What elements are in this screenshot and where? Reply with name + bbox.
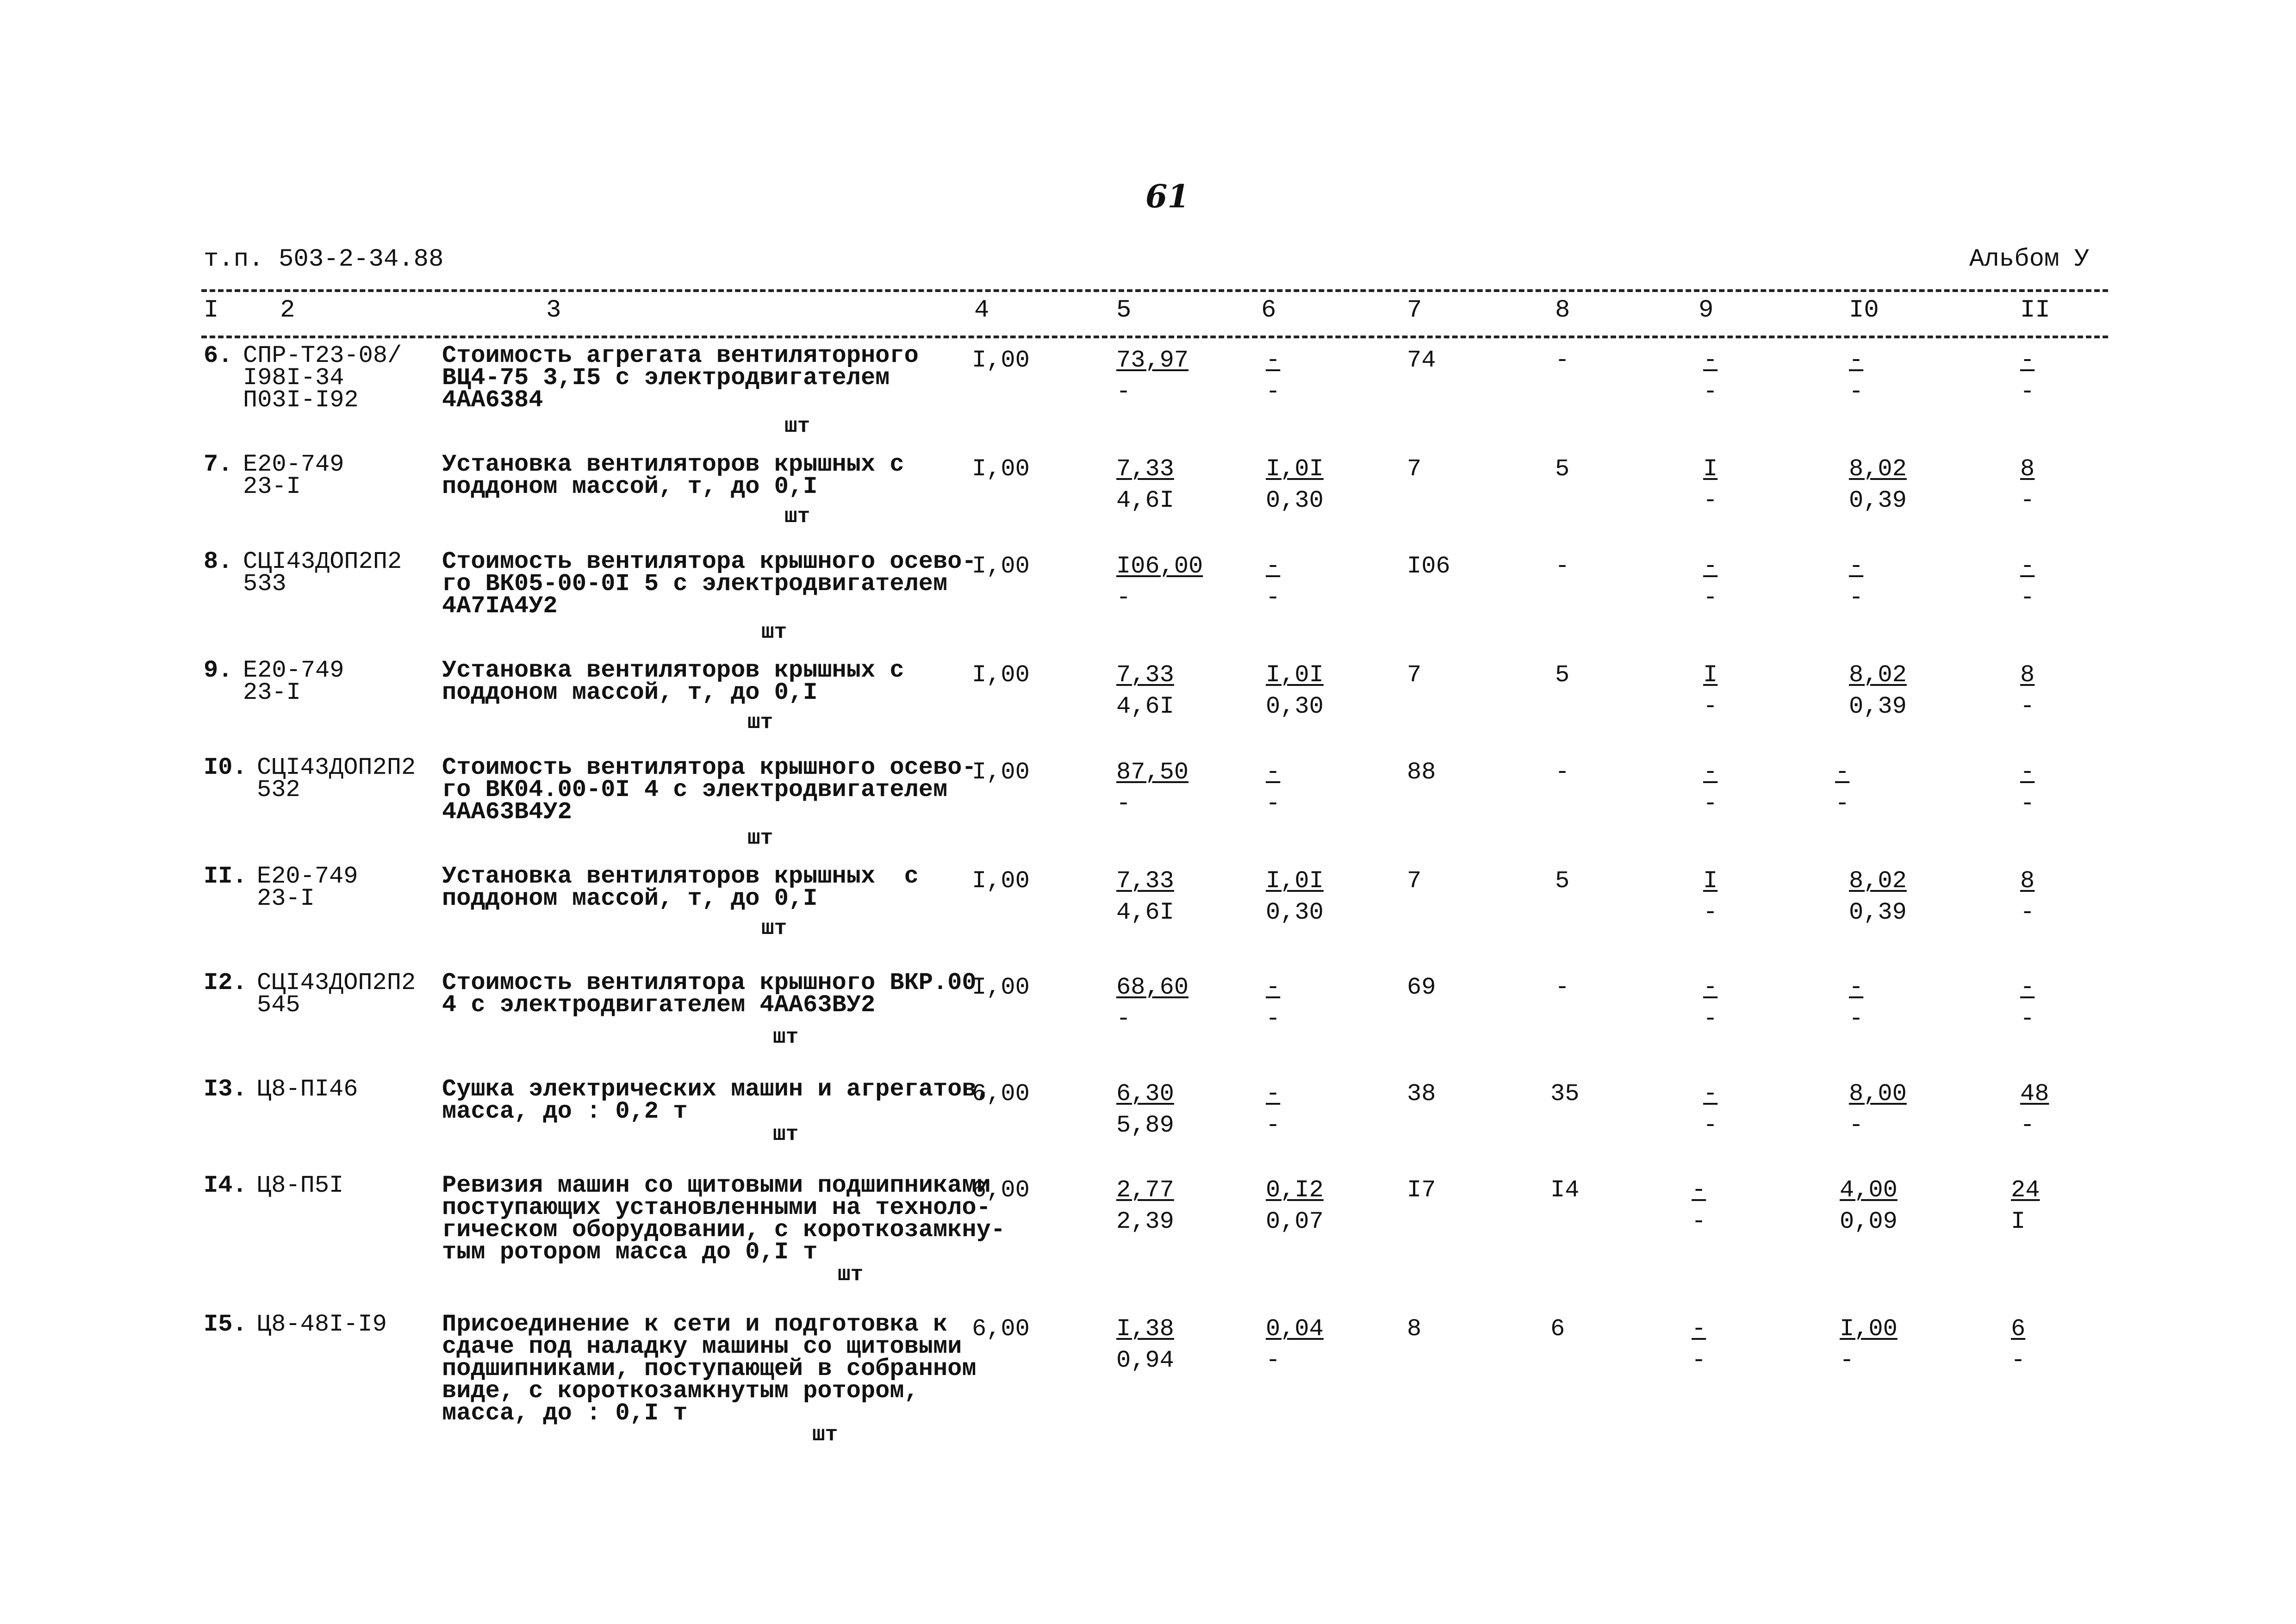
wages: 5: [1555, 455, 1570, 483]
column-number: 9: [1699, 296, 1714, 324]
rate-code: Ц8-П5I: [257, 1172, 344, 1199]
labor-unit-cell: - -: [1835, 759, 1850, 817]
machine-cost-cell: - -: [1266, 1080, 1281, 1139]
work-description: Ревизия машин со щитовыми подшипниками поступающих установленными на техноло- гическом оборудовании, с короткозамкну- тым ротором масса до 0,I т: [442, 1172, 1005, 1266]
column-number: 2: [280, 296, 295, 324]
labor-unit-cell: 8,00 -: [1849, 1080, 1907, 1139]
total-cost: I06: [1407, 553, 1450, 580]
labor-unit-cell: 4,00 0,09: [1840, 1176, 1898, 1235]
unit-label: шт: [812, 1423, 838, 1447]
row-number: 9.: [204, 657, 233, 684]
machine-total-cell: - -: [1692, 1176, 1706, 1235]
machine-cost-cell: - -: [1266, 347, 1281, 405]
unit-cost-cell: 7,33 4,6I: [1116, 661, 1174, 720]
work-description: Стоимость агрегата вентиляторного ВЦ4-75 3,I5 с электродвигателем 4АА6384: [442, 342, 919, 414]
total-cost: 38: [1407, 1080, 1436, 1108]
rate-code: Е20-749 23-I: [243, 657, 344, 706]
header-top-rule: [201, 289, 2108, 292]
unit-label: шт: [761, 916, 787, 940]
total-cost: 74: [1407, 347, 1436, 374]
machine-cost-cell: 0,04 -: [1266, 1315, 1324, 1374]
row-number: I4.: [204, 1172, 247, 1199]
row-number: 6.: [204, 342, 233, 369]
labor-total-cell: 8 -: [2020, 867, 2035, 926]
total-cost: 7: [1407, 661, 1422, 689]
column-number: 8: [1555, 296, 1570, 324]
unit-label: шт: [747, 710, 773, 734]
labor-unit-cell: - -: [1849, 347, 1864, 405]
labor-total-cell: 8 -: [2020, 455, 2035, 514]
quantity: I,00: [972, 759, 1030, 786]
labor-unit-cell: 8,02 0,39: [1849, 867, 1907, 926]
machine-total-cell: I -: [1703, 455, 1718, 514]
total-cost: 7: [1407, 455, 1422, 483]
labor-unit-cell: - -: [1849, 553, 1864, 611]
unit-label: шт: [838, 1263, 864, 1287]
labor-total-cell: 48 -: [2020, 1080, 2049, 1139]
unit-cost-cell: 68,60 -: [1116, 974, 1189, 1033]
machine-cost-cell: 0,I2 0,07: [1266, 1176, 1324, 1235]
total-cost: I7: [1407, 1176, 1436, 1204]
work-description: Сушка электрических машин и агрегатов, масса, до : 0,2 т: [442, 1076, 991, 1125]
table-row: [0, 1172, 2296, 1295]
wages: -: [1555, 974, 1570, 1001]
rate-code: СЦI43ДОП2П2 533: [243, 548, 402, 597]
rate-code: СПР-Т23-08/ I98I-34 П03I-I92: [243, 342, 402, 414]
unit-label: шт: [747, 826, 773, 850]
labor-unit-cell: - -: [1849, 974, 1864, 1033]
work-description: Установка вентиляторов крышных с поддоном массой, т, до 0,I: [442, 451, 904, 500]
table-row: [0, 754, 2296, 850]
table-row: [0, 548, 2296, 644]
labor-total-cell: 24 I: [2011, 1176, 2040, 1235]
work-description: Установка вентиляторов крышных с поддоном массой, т, до 0,I: [442, 657, 904, 706]
unit-cost-cell: I,38 0,94: [1116, 1315, 1174, 1374]
total-cost: 88: [1407, 759, 1436, 786]
labor-total-cell: - -: [2020, 759, 2035, 817]
machine-total-cell: - -: [1703, 759, 1718, 817]
unit-cost-cell: 2,77 2,39: [1116, 1176, 1174, 1235]
document-code: т.п. 503-2-34.88: [204, 245, 444, 274]
wages: -: [1555, 553, 1570, 580]
table-row: [0, 1078, 2296, 1162]
total-cost: 8: [1407, 1315, 1422, 1343]
wages: -: [1555, 759, 1570, 786]
total-cost: 7: [1407, 867, 1422, 895]
rate-code: Е20-749 23-I: [243, 451, 344, 500]
labor-total-cell: - -: [2020, 974, 2035, 1033]
labor-total-cell: 8 -: [2020, 661, 2035, 720]
unit-label: шт: [784, 504, 810, 529]
quantity: 6,00: [972, 1315, 1030, 1343]
work-description: Стоимость вентилятора крышного ВКР.00 4 с электродвигателем 4АА63ВУ2: [442, 969, 977, 1019]
labor-total-cell: - -: [2020, 553, 2035, 611]
machine-cost-cell: - -: [1266, 759, 1281, 817]
unit-label: шт: [773, 1122, 799, 1146]
wages: -: [1555, 347, 1570, 374]
rate-code: Ц8-ПI46: [257, 1076, 358, 1103]
wages: 5: [1555, 867, 1570, 895]
labor-unit-cell: I,00 -: [1840, 1315, 1898, 1374]
machine-cost-cell: I,0I 0,30: [1266, 867, 1324, 926]
machine-total-cell: I -: [1703, 661, 1718, 720]
page-number: 61: [1145, 178, 1189, 215]
labor-unit-cell: 8,02 0,39: [1849, 661, 1907, 720]
work-description: Установка вентиляторов крышных с поддоном массой, т, до 0,I: [442, 863, 919, 912]
total-cost: 69: [1407, 974, 1436, 1001]
unit-label: шт: [784, 414, 810, 438]
machine-total-cell: - -: [1703, 1080, 1718, 1139]
column-number: 3: [546, 296, 561, 324]
quantity: I,00: [972, 867, 1030, 895]
header-bottom-rule: [201, 336, 2108, 338]
wages: 6: [1550, 1315, 1565, 1343]
row-number: II.: [204, 863, 247, 890]
wages: 35: [1550, 1080, 1580, 1108]
unit-cost-cell: I06,00 -: [1116, 553, 1203, 611]
table-row: [0, 865, 2296, 949]
unit-label: шт: [761, 620, 787, 644]
wages: I4: [1550, 1176, 1580, 1204]
quantity: I,00: [972, 974, 1030, 1001]
unit-cost-cell: 7,33 4,6I: [1116, 455, 1174, 514]
machine-cost-cell: I,0I 0,30: [1266, 661, 1324, 720]
wages: 5: [1555, 661, 1570, 689]
unit-cost-cell: 73,97 -: [1116, 347, 1189, 405]
machine-total-cell: - -: [1703, 974, 1718, 1033]
column-number: I: [204, 296, 219, 324]
column-number: II: [2020, 296, 2050, 324]
column-number: 4: [974, 296, 989, 324]
table-row: [0, 969, 2296, 1055]
rate-code: СЦI43ДОП2П2 532: [257, 754, 416, 803]
labor-unit-cell: 8,02 0,39: [1849, 455, 1907, 514]
table-row: [0, 1313, 2296, 1462]
album-label: Альбом У: [1969, 245, 2090, 274]
rate-code: СЦI43ДОП2П2 545: [257, 969, 416, 1019]
row-number: I5.: [204, 1311, 247, 1338]
work-description: Стоимость вентилятора крышного осево- го ВК04.00-0I 4 с электродвигателем 4АА63В4У2: [442, 754, 977, 826]
labor-total-cell: - -: [2020, 347, 2035, 405]
labor-total-cell: 6 -: [2011, 1315, 2026, 1374]
rate-code: Ц8-48I-I9: [257, 1311, 387, 1338]
machine-cost-cell: I,0I 0,30: [1266, 455, 1324, 514]
table-row: [0, 657, 2296, 743]
row-number: I3.: [204, 1076, 247, 1103]
unit-cost-cell: 87,50 -: [1116, 759, 1189, 817]
machine-total-cell: - -: [1703, 553, 1718, 611]
table-row: [0, 342, 2296, 438]
work-description: Стоимость вентилятора крышного осево- го ВК05-00-0I 5 с электродвигателем 4А7IА4У2: [442, 548, 977, 620]
quantity: 6,00: [972, 1176, 1030, 1204]
work-description: Присоединение к сети и подготовка к сдаче под наладку машины со щитовыми подшипниками, поступающей в собранном виде, с короткозамкнутым ротором, масса, до : 0,I т: [442, 1311, 977, 1427]
machine-total-cell: - -: [1692, 1315, 1706, 1374]
row-number: 7.: [204, 451, 233, 478]
row-number: I2.: [204, 969, 247, 996]
table-row: [0, 451, 2296, 537]
row-number: I0.: [204, 754, 247, 781]
row-number: 8.: [204, 548, 233, 575]
quantity: I,00: [972, 347, 1030, 374]
column-number: I0: [1849, 296, 1879, 324]
quantity: I,00: [972, 455, 1030, 483]
quantity: 6,00: [972, 1080, 1030, 1108]
machine-total-cell: - -: [1703, 347, 1718, 405]
quantity: I,00: [972, 661, 1030, 689]
machine-cost-cell: - -: [1266, 553, 1281, 611]
unit-label: шт: [773, 1025, 799, 1049]
unit-cost-cell: 6,30 5,89: [1116, 1080, 1174, 1139]
column-number: 7: [1407, 296, 1422, 324]
unit-cost-cell: 7,33 4,6I: [1116, 867, 1174, 926]
quantity: I,00: [972, 553, 1030, 580]
machine-cost-cell: - -: [1266, 974, 1281, 1033]
machine-total-cell: I -: [1703, 867, 1718, 926]
rate-code: Е20-749 23-I: [257, 863, 358, 912]
column-number: 5: [1116, 296, 1132, 324]
column-number: 6: [1261, 296, 1276, 324]
